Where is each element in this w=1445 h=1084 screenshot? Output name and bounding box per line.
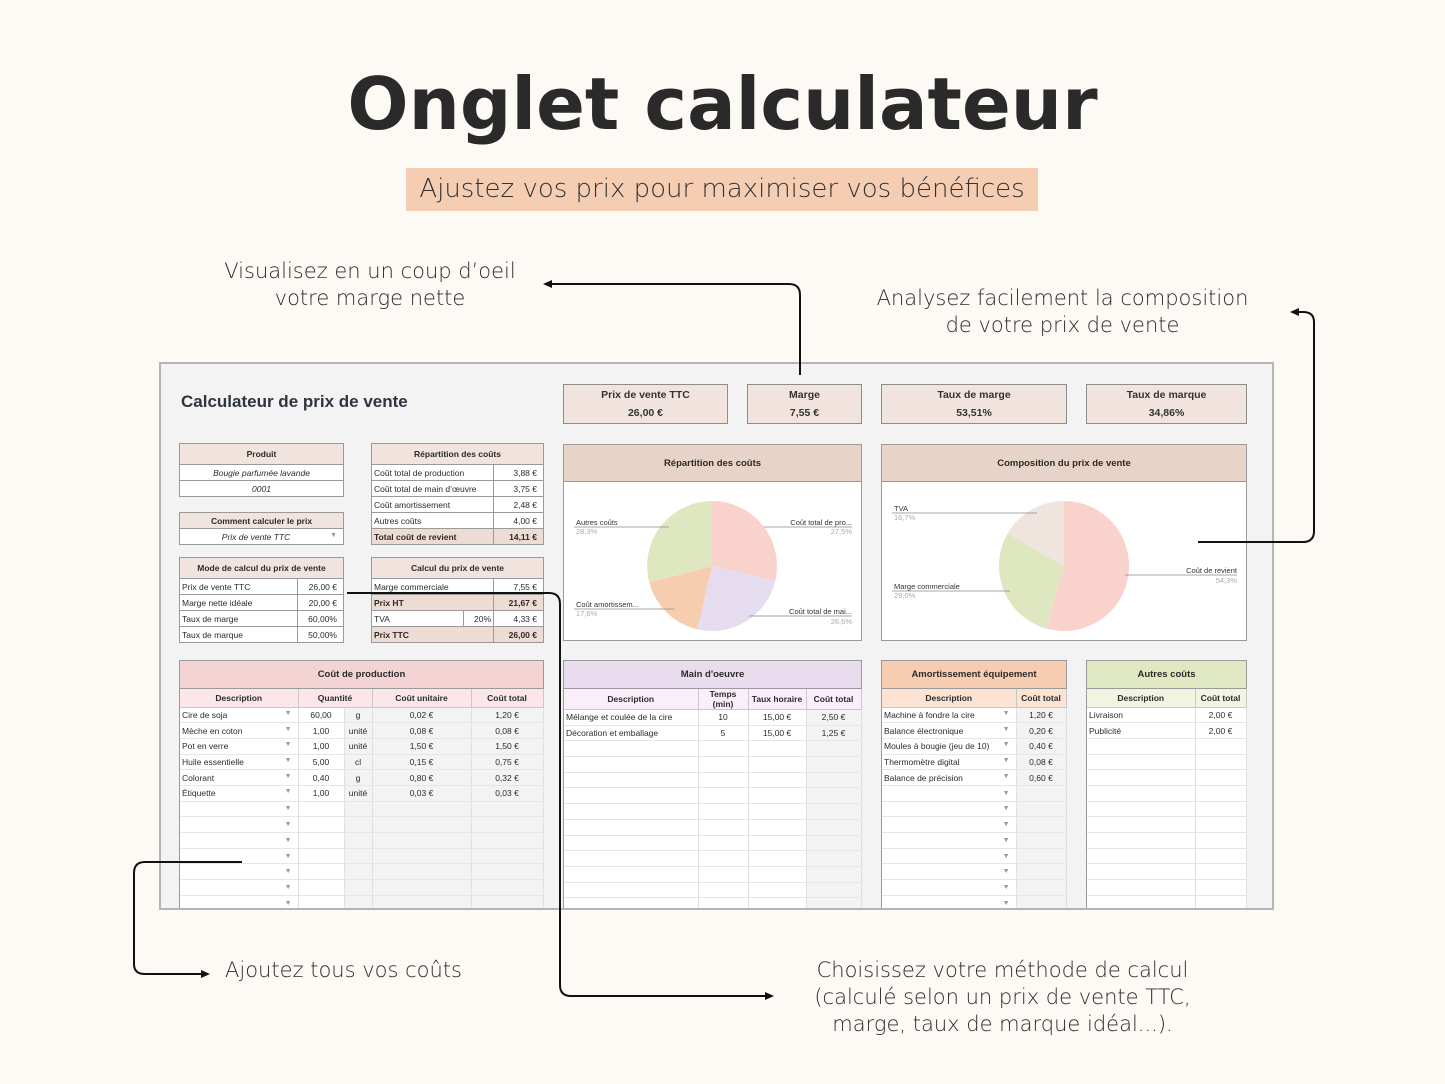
table-row [1087, 833, 1246, 849]
rate-cell[interactable] [748, 757, 806, 773]
description-cell[interactable]: Mèche en coton ▼ [180, 723, 298, 739]
pie-chart-composition [882, 483, 1246, 641]
total-cost-cell [471, 880, 543, 896]
total-cost-cell: 0,08 € [471, 723, 543, 739]
unit-cell [344, 801, 372, 817]
quantity-cell[interactable] [298, 848, 344, 864]
total-cost-cell [806, 835, 861, 851]
description-cell[interactable] [564, 898, 698, 910]
total-cost-cell[interactable] [1195, 848, 1246, 864]
description-cell[interactable] [1087, 738, 1195, 754]
chevron-down-icon[interactable]: ▼ [284, 821, 292, 829]
annotation-couts: Ajoutez tous vos coûts [225, 958, 462, 982]
total-cost-cell[interactable] [1195, 785, 1246, 801]
description-cell[interactable] [564, 882, 698, 898]
total-cost-cell[interactable] [1195, 833, 1246, 849]
description-cell[interactable] [882, 880, 1016, 896]
time-cell[interactable] [698, 851, 748, 867]
unit-cell [344, 848, 372, 864]
total-cost-cell: 0,60 € [1016, 770, 1066, 786]
description-cell[interactable] [180, 833, 298, 849]
unit-cost-cell: 0,03 € [372, 785, 471, 801]
table-row [180, 817, 543, 833]
quantity-cell[interactable] [298, 895, 344, 910]
quantity-cell[interactable]: 0,40 [298, 770, 344, 786]
table-row [1087, 707, 1246, 723]
svg-text:TVA: TVA [894, 504, 909, 513]
description-cell[interactable] [882, 817, 1016, 833]
unit-cost-cell [372, 880, 471, 896]
chart-repartition-couts: Répartition des coûts Autres coûts 28,3% Coût total de pro... 27,5% Coût amortissem... 17,6% Coût total de mai... 26,6% [563, 444, 862, 641]
description-cell[interactable] [564, 741, 698, 757]
total-cost-cell [1016, 833, 1066, 849]
chevron-down-icon[interactable]: ▼ [1002, 709, 1010, 717]
annotation-marge-nette: Visualisez en un coup d’oeil votre marge nette [224, 259, 516, 310]
unit-cell: unité [344, 785, 372, 801]
table-row [564, 804, 861, 820]
repartition-table: Répartition des coûts Coût total de production 3,88 € Coût total de main d’œuvre 3,75 € Coût amortissement 2,48 € Autres coûts 4,00 € Total coût de revient 14,11 € [371, 443, 544, 545]
total-cost-cell: 1,25 € [806, 725, 861, 741]
total-cost-cell [1016, 801, 1066, 817]
table-row [1087, 785, 1246, 801]
page-subtitle: Ajustez vos prix pour maximiser vos bénéfices [406, 168, 1038, 211]
chevron-down-icon[interactable]: ▼ [1002, 883, 1010, 891]
total-cost-cell [1016, 848, 1066, 864]
table-row [564, 741, 861, 757]
chevron-down-icon[interactable]: ▼ [284, 852, 292, 860]
chevron-down-icon[interactable]: ▼ [1002, 821, 1010, 829]
total-cost-cell [471, 833, 543, 849]
description-cell[interactable]: Machine à fondre la cire ▼ [882, 707, 1016, 723]
description-cell[interactable] [564, 835, 698, 851]
svg-text:29,0%: 29,0% [894, 591, 916, 600]
description-cell[interactable] [882, 801, 1016, 817]
rate-cell[interactable] [748, 835, 806, 851]
table-row [180, 801, 543, 817]
kpi-taux-marque: Taux de marque 34,86% [1086, 384, 1247, 424]
unit-cost-cell: 0,02 € [372, 707, 471, 723]
rate-cell[interactable] [748, 898, 806, 910]
table-row [1087, 770, 1246, 786]
table-row [1087, 754, 1246, 770]
description-cell[interactable] [882, 895, 1016, 910]
table-row [1087, 738, 1246, 754]
rate-cell[interactable] [748, 772, 806, 788]
description-cell[interactable]: Étiquette ▼ [180, 785, 298, 801]
table-row [180, 895, 543, 910]
description-cell[interactable]: Publicité [1087, 723, 1195, 739]
page-title: Onglet calculateur [347, 62, 1098, 146]
svg-text:28,3%: 28,3% [576, 527, 598, 536]
input-prix-ttc[interactable]: 26,00 € [298, 579, 344, 595]
spreadsheet [159, 362, 1274, 910]
total-cost-cell [806, 772, 861, 788]
input-taux-marque[interactable]: 50,00% [298, 627, 344, 643]
table-row [564, 851, 861, 867]
unit-cost-cell: 0,80 € [372, 770, 471, 786]
total-cost-cell[interactable] [1195, 754, 1246, 770]
description-cell[interactable] [1087, 895, 1195, 910]
chevron-down-icon[interactable]: ▼ [1002, 852, 1010, 860]
svg-text:26,6%: 26,6% [830, 617, 852, 626]
table-row [564, 898, 861, 910]
kpi-taux-marge: Taux de marge 53,51% [881, 384, 1067, 424]
table-row [180, 864, 543, 880]
chevron-down-icon[interactable]: ▼ [284, 805, 292, 813]
description-cell[interactable]: Pot en verre ▼ [180, 738, 298, 754]
unit-cost-cell [372, 895, 471, 910]
time-cell[interactable] [698, 757, 748, 773]
amortissement-table: Amortissement équipement Description Coût total Machine à fondre la cire ▼ 1,20 € Balance électronique ▼ 0,20 € Moules à bougie (jeu de 10) ▼ 0,40 € Thermomètre digital ▼ 0,08 € Balance de précision ▼ 0,60 € ▼ ▼ ▼ ▼ ▼ ▼ ▼ ▼ [881, 660, 1067, 910]
unit-cost-cell: 1,50 € [372, 738, 471, 754]
table-row [180, 848, 543, 864]
total-cost-cell: 0,20 € [1016, 723, 1066, 739]
total-cost-cell [471, 801, 543, 817]
unit-cost-cell: 0,15 € [372, 754, 471, 770]
kpi-marge: Marge 7,55 € [747, 384, 862, 424]
main-oeuvre-table: Main d'oeuvre Description Temps (min) Taux horaire Coût total Mélange et coulée de la cire 10 15,00 € 2,50 € Décoration et emballage 5 15,00 € 1,25 € [563, 660, 862, 910]
svg-text:Autres coûts: Autres coûts [576, 518, 618, 527]
table-row [1087, 864, 1246, 880]
total-cost-cell: 0,40 € [1016, 738, 1066, 754]
chevron-down-icon[interactable]: ▼ [330, 531, 337, 539]
total-cost-cell: 1,50 € [471, 738, 543, 754]
unit-cost-cell [372, 833, 471, 849]
description-cell[interactable] [180, 880, 298, 896]
description-cell[interactable] [180, 801, 298, 817]
description-cell[interactable]: Mélange et coulée de la cire [564, 710, 698, 726]
table-row [564, 757, 861, 773]
table-row [1087, 848, 1246, 864]
description-cell[interactable] [180, 817, 298, 833]
total-cost-cell [1016, 895, 1066, 910]
total-cost-cell [806, 851, 861, 867]
produit-name-cell[interactable]: Bougie parfumée lavande [180, 465, 344, 481]
chart-composition-prix: Composition du prix de vente TVA 16,7% Marge commerciale 29,0% Coût de revient 54,3% [881, 444, 1247, 641]
input-marge-nette[interactable]: 20,00 € [298, 595, 344, 611]
total-cost-cell[interactable] [1195, 880, 1246, 896]
table-row [882, 848, 1066, 864]
time-cell[interactable] [698, 866, 748, 882]
svg-text:Coût total de pro...: Coût total de pro... [790, 518, 852, 527]
table-row [1087, 880, 1246, 896]
table-row [1087, 817, 1246, 833]
chevron-down-icon[interactable]: ▼ [284, 709, 292, 717]
table-row [882, 801, 1066, 817]
total-cost-cell [806, 898, 861, 910]
chevron-down-icon[interactable]: ▼ [284, 883, 292, 891]
rate-cell[interactable]: 15,00 € [748, 710, 806, 726]
chevron-down-icon[interactable]: ▼ [1002, 899, 1010, 907]
unit-cost-cell [372, 848, 471, 864]
table-row [180, 770, 543, 786]
unit-cost-cell [372, 864, 471, 880]
table-row [564, 772, 861, 788]
description-cell[interactable] [1087, 880, 1195, 896]
quantity-cell[interactable] [298, 801, 344, 817]
quantity-cell[interactable]: 1,00 [298, 738, 344, 754]
table-row [564, 710, 861, 726]
chevron-down-icon[interactable]: ▼ [284, 868, 292, 876]
chevron-down-icon[interactable]: ▼ [284, 725, 292, 733]
table-row [1087, 895, 1246, 910]
total-cost-cell [806, 804, 861, 820]
quantity-cell[interactable] [298, 817, 344, 833]
quantity-cell[interactable]: 1,00 [298, 723, 344, 739]
table-row [882, 817, 1066, 833]
total-cost-cell [806, 882, 861, 898]
table-row [882, 785, 1066, 801]
table-row [180, 833, 543, 849]
description-cell[interactable] [882, 785, 1016, 801]
chevron-down-icon[interactable]: ▼ [1002, 725, 1010, 733]
input-taux-marge[interactable]: 60,00% [298, 611, 344, 627]
calcul-prix-table: Calcul du prix de vente Marge commerciale 7,55 € Prix HT 21,67 € TVA 20% 4,33 € Prix TTC 26,00 € [371, 557, 544, 643]
total-cost-cell[interactable] [1195, 817, 1246, 833]
table-row [564, 866, 861, 882]
pie-chart-repartition [564, 483, 861, 641]
table-row [180, 754, 543, 770]
time-cell[interactable] [698, 882, 748, 898]
total-cost-cell[interactable]: 2,00 € [1195, 723, 1246, 739]
quantity-cell[interactable]: 1,00 [298, 785, 344, 801]
total-cost-cell: 1,20 € [1016, 707, 1066, 723]
total-cost-cell [1016, 880, 1066, 896]
total-cost-cell [471, 895, 543, 910]
description-cell[interactable]: Thermomètre digital ▼ [882, 754, 1016, 770]
description-cell[interactable] [1087, 785, 1195, 801]
description-cell[interactable]: Décoration et emballage [564, 725, 698, 741]
total-cost-cell: 0,32 € [471, 770, 543, 786]
description-cell[interactable] [1087, 848, 1195, 864]
table-row [564, 788, 861, 804]
annotation-methode: Choisissez votre méthode de calcul (calculé selon un prix de vente TTC, marge, taux de marque idéal...). [814, 958, 1191, 1036]
unit-cell [344, 864, 372, 880]
sheet-title: Calculateur de prix de vente [181, 392, 408, 411]
table-row [180, 707, 543, 723]
unit-cost-cell [372, 817, 471, 833]
description-cell[interactable] [882, 864, 1016, 880]
total-cost-cell [1016, 817, 1066, 833]
produit-ref-cell[interactable]: 0001 [180, 481, 344, 497]
unit-cost-cell [372, 801, 471, 817]
description-cell[interactable] [564, 866, 698, 882]
description-cell[interactable]: Balance électronique ▼ [882, 723, 1016, 739]
chevron-down-icon[interactable]: ▼ [1002, 741, 1010, 749]
total-cost-cell [806, 819, 861, 835]
table-row [564, 835, 861, 851]
rate-cell[interactable] [748, 788, 806, 804]
total-cost-cell [806, 866, 861, 882]
table-row [882, 723, 1066, 739]
rate-cell[interactable]: 15,00 € [748, 725, 806, 741]
total-cost-cell [1016, 864, 1066, 880]
chevron-down-icon[interactable]: ▼ [284, 899, 292, 907]
description-cell[interactable]: Livraison [1087, 707, 1195, 723]
description-cell[interactable] [882, 833, 1016, 849]
total-cost-cell[interactable]: 2,00 € [1195, 707, 1246, 723]
description-cell[interactable] [1087, 864, 1195, 880]
quantity-cell[interactable]: 60,00 [298, 707, 344, 723]
produit-table: Produit Bougie parfumée lavande 0001 [179, 443, 344, 497]
description-cell[interactable] [564, 772, 698, 788]
total-cost-cell: 1,20 € [471, 707, 543, 723]
svg-text:Coût total de mai...: Coût total de mai... [789, 607, 852, 616]
table-row [1087, 723, 1246, 739]
table-row [564, 819, 861, 835]
table-row [180, 738, 543, 754]
table-row [1087, 801, 1246, 817]
description-cell[interactable]: Balance de précision ▼ [882, 770, 1016, 786]
production-table: Coût de production Description Quantité Coût unitaire Coût total Cire de soja ▼ 60,00 g 0,02 € 1,20 € Mèche en coton ▼ 1,00 unité 0,08 € 0,08 € Pot en verre ▼ 1,00 unité 1,50 € 1,50 € Huile essentielle ▼ 5,00 cl 0,15 € 0,75 € Colorant ▼ 0,40 g 0,80 € 0,32 € Étiquette ▼ 1,00 unité 0,03 € 0,03 € ▼ ▼ ▼ ▼ ▼ ▼ ▼ [179, 660, 544, 910]
description-cell[interactable] [1087, 817, 1195, 833]
total-cost-cell: 0,08 € [1016, 754, 1066, 770]
description-cell[interactable] [564, 819, 698, 835]
table-row [564, 725, 861, 741]
svg-text:17,6%: 17,6% [576, 609, 598, 618]
unit-cell: unité [344, 723, 372, 739]
description-cell[interactable] [1087, 833, 1195, 849]
total-cost-cell[interactable] [1195, 770, 1246, 786]
svg-text:Marge commerciale: Marge commerciale [894, 582, 960, 591]
unit-cell: cl [344, 754, 372, 770]
time-cell[interactable] [698, 804, 748, 820]
description-cell[interactable] [180, 848, 298, 864]
unit-cell: unité [344, 738, 372, 754]
rate-cell[interactable] [748, 804, 806, 820]
total-cost-cell [806, 788, 861, 804]
autres-couts-table: Autres coûts Description Coût total Livraison 2,00 € Publicité 2,00 € [1086, 660, 1247, 910]
rate-cell[interactable] [748, 819, 806, 835]
description-cell[interactable] [180, 895, 298, 910]
chevron-down-icon[interactable]: ▼ [1002, 805, 1010, 813]
svg-text:Coût amortissem...: Coût amortissem... [576, 600, 639, 609]
description-cell[interactable]: Cire de soja ▼ [180, 707, 298, 723]
time-cell[interactable] [698, 819, 748, 835]
svg-text:27,5%: 27,5% [830, 527, 852, 536]
total-cost-cell: 2,50 € [806, 710, 861, 726]
svg-text:16,7%: 16,7% [894, 513, 916, 522]
unit-cell [344, 895, 372, 910]
unit-cell: g [344, 770, 372, 786]
table-row [882, 738, 1066, 754]
total-cost-cell: 0,03 € [471, 785, 543, 801]
chevron-down-icon[interactable]: ▼ [1002, 868, 1010, 876]
chevron-down-icon[interactable]: ▼ [1002, 756, 1010, 764]
rate-cell[interactable] [748, 741, 806, 757]
table-row [180, 723, 543, 739]
chevron-down-icon[interactable]: ▼ [284, 788, 292, 796]
description-cell[interactable] [564, 788, 698, 804]
mode-calcul-table: Mode de calcul du prix de vente Prix de vente TTC 26,00 € Marge nette idéale 20,00 € Taux de marge 60,00% Taux de marque 50,00% [179, 557, 344, 643]
unit-cell: g [344, 707, 372, 723]
svg-text:54,3%: 54,3% [1215, 576, 1237, 585]
table-row [564, 882, 861, 898]
description-cell[interactable]: Huile essentielle ▼ [180, 754, 298, 770]
table-row [882, 770, 1066, 786]
description-cell[interactable] [882, 848, 1016, 864]
total-cost-cell [471, 864, 543, 880]
total-cost-cell[interactable] [1195, 895, 1246, 910]
description-cell[interactable] [564, 851, 698, 867]
total-cost-cell [1016, 785, 1066, 801]
description-cell[interactable] [1087, 801, 1195, 817]
total-cost-cell[interactable] [1195, 801, 1246, 817]
description-cell[interactable] [1087, 770, 1195, 786]
time-cell[interactable] [698, 772, 748, 788]
description-cell[interactable] [180, 864, 298, 880]
rate-cell[interactable] [748, 882, 806, 898]
description-cell[interactable]: Moules à bougie (jeu de 10) ▼ [882, 738, 1016, 754]
unit-cell [344, 817, 372, 833]
total-cost-cell [806, 757, 861, 773]
quantity-cell[interactable] [298, 864, 344, 880]
quantity-cell[interactable]: 5,00 [298, 754, 344, 770]
annotation-composition: Analysez facilement la composition de votre prix de vente [876, 286, 1249, 337]
chevron-down-icon[interactable]: ▼ [1002, 789, 1010, 797]
table-row [882, 833, 1066, 849]
time-cell[interactable]: 10 [698, 710, 748, 726]
table-row [882, 754, 1066, 770]
unit-cost-cell: 0,08 € [372, 723, 471, 739]
time-cell[interactable]: 5 [698, 725, 748, 741]
table-row [180, 785, 543, 801]
comment-calculer-table: Comment calculer le prix Prix de vente TTC ▼ [179, 512, 344, 545]
table-row [882, 895, 1066, 910]
kpi-prix-ttc: Prix de vente TTC 26,00 € [563, 384, 728, 424]
description-cell[interactable] [564, 804, 698, 820]
quantity-cell[interactable] [298, 833, 344, 849]
chevron-down-icon[interactable]: ▼ [284, 772, 292, 780]
total-cost-cell [471, 817, 543, 833]
description-cell[interactable] [1087, 754, 1195, 770]
unit-cell [344, 880, 372, 896]
time-cell[interactable] [698, 741, 748, 757]
time-cell[interactable] [698, 835, 748, 851]
quantity-cell[interactable] [298, 880, 344, 896]
rate-cell[interactable] [748, 851, 806, 867]
total-cost-cell: 0,75 € [471, 754, 543, 770]
time-cell[interactable] [698, 788, 748, 804]
time-cell[interactable] [698, 898, 748, 910]
table-row [180, 880, 543, 896]
total-cost-cell[interactable] [1195, 738, 1246, 754]
chevron-down-icon[interactable]: ▼ [1002, 836, 1010, 844]
total-cost-cell [806, 741, 861, 757]
chevron-down-icon[interactable]: ▼ [284, 836, 292, 844]
svg-text:Coût de revient: Coût de revient [1186, 566, 1237, 575]
table-row [882, 880, 1066, 896]
table-row [882, 864, 1066, 880]
description-cell[interactable] [564, 757, 698, 773]
total-cost-cell [471, 848, 543, 864]
chevron-down-icon[interactable]: ▼ [284, 756, 292, 764]
table-row [882, 707, 1066, 723]
chevron-down-icon[interactable]: ▼ [284, 741, 292, 749]
unit-cell [344, 833, 372, 849]
methode-calcul-dropdown[interactable]: Prix de vente TTC ▼ [180, 529, 344, 545]
description-cell[interactable]: Colorant ▼ [180, 770, 298, 786]
rate-cell[interactable] [748, 866, 806, 882]
total-cost-cell[interactable] [1195, 864, 1246, 880]
chevron-down-icon[interactable]: ▼ [1002, 772, 1010, 780]
